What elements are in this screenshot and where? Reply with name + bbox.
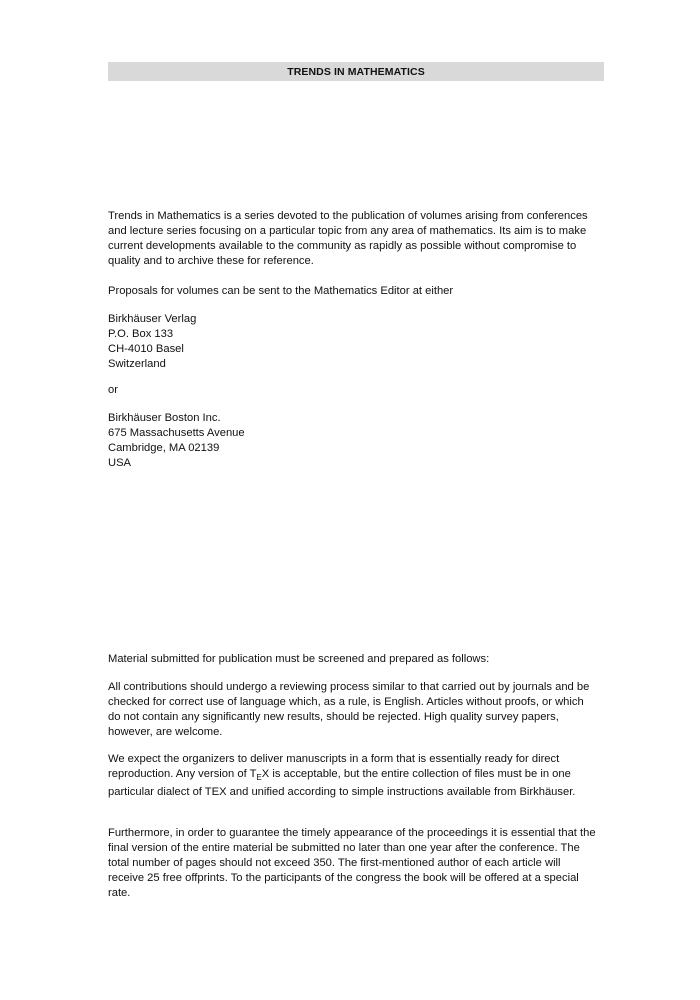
address-line: CH-4010 Basel	[108, 343, 184, 355]
tex-text-after: X is acceptable, but the entire collection of files must be in one particular dialect of TEX and unified according to simple instructions available from Birkhäuser.	[108, 768, 576, 799]
address-line: Switzerland	[108, 358, 166, 370]
material-heading: Material submitted for publication must be screened and prepared as follows:	[108, 653, 490, 665]
address-line: 675 Massachusetts Avenue	[108, 427, 245, 439]
address-boston	[108, 411, 596, 471]
or-text: or	[108, 384, 118, 396]
tex-section	[108, 752, 596, 800]
series-header-bar	[108, 62, 604, 81]
timely-paragraph: Furthermore, in order to guarantee the timely appearance of the proceedings it is essential that the final version of the entire material be submitted no later than one year after the conference. The total number of pages should not exceed 350. The first-mentioned author of each article will receive 25 free offprints. To the participants of the congress the book will be offered at a special rate.	[108, 827, 596, 899]
series-title: TRENDS IN MATHEMATICS	[287, 65, 425, 78]
address-line: Birkhäuser Verlag	[108, 313, 197, 325]
timely-section	[108, 826, 596, 901]
address-basel	[108, 312, 596, 372]
proposals-paragraph: Proposals for volumes can be sent to the Mathematics Editor at either	[108, 285, 454, 297]
intro-section	[108, 209, 596, 269]
or-section	[108, 383, 596, 398]
tex-paragraph	[108, 752, 596, 800]
referee-section	[108, 680, 596, 740]
intro-paragraph: Trends in Mathematics is a series devoted to the publication of volumes arising from conferences and lecture series focusing on a particular topic from any area of mathematics. Its aim is to make current developments available to the community as rapidly as possible without compromise to quality and to archive these for reference.	[108, 210, 588, 267]
material-section	[108, 652, 596, 667]
tex-sub: E	[256, 773, 262, 783]
referee-paragraph: All contributions should undergo a reviewing process similar to that carried out by journals and be checked for correct use of language which, as a rule, is English. Articles without proofs, or which do not contain any significantly new results, should be rejected. High quality survey papers, however, are welcome.	[108, 681, 590, 738]
address-line: USA	[108, 457, 132, 469]
tex-text-before: We expect the organizers to deliver manuscripts in a form that is essentially ready for direct reproduction. Any version of T	[108, 753, 560, 780]
address-line: Birkhäuser Boston Inc.	[108, 412, 221, 424]
proposals-section	[108, 284, 596, 299]
address-line: Cambridge, MA 02139	[108, 442, 220, 454]
address-line: P.O. Box 133	[108, 328, 174, 340]
